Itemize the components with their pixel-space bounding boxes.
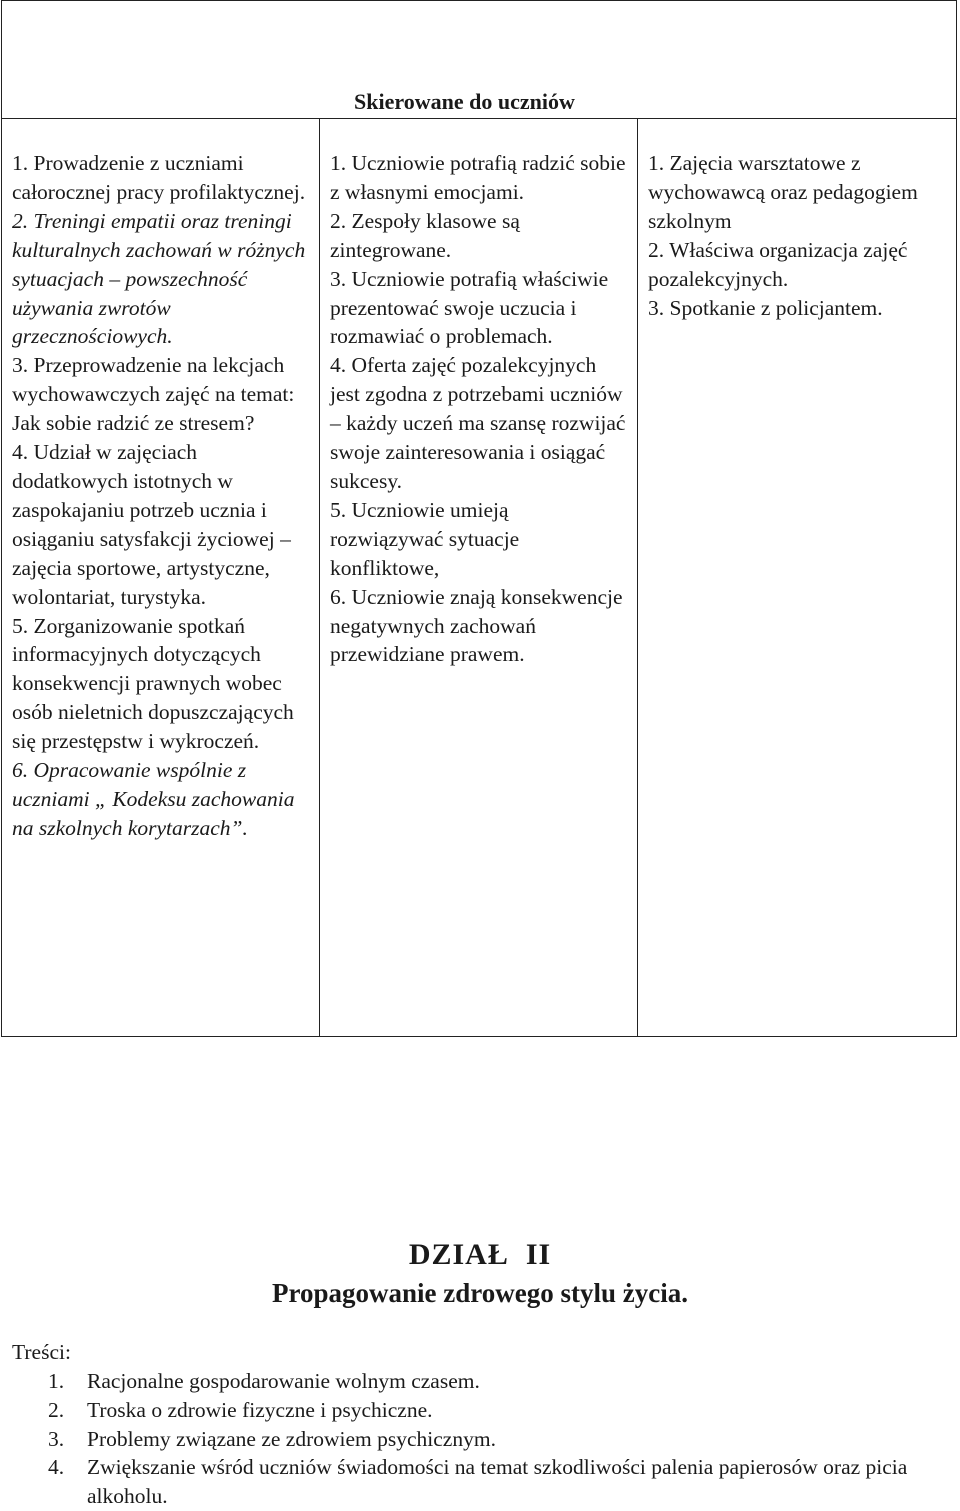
result-item: 3. Uczniowie potrafią właściwie prezentować swoje uczucia i rozmawiać o problemach. xyxy=(330,266,609,349)
list-item xyxy=(48,1396,948,1425)
form-item: 3. Spotkanie z policjantem. xyxy=(648,295,883,320)
list-item xyxy=(48,1453,948,1511)
list-text: Problemy związane ze zdrowiem psychicznym. xyxy=(87,1426,496,1451)
list-text: Zwiększanie wśród uczniów świadomości na temat szkodliwości palenia papierosów oraz picia alkoholu. xyxy=(87,1455,908,1509)
header-cell xyxy=(1,0,957,118)
contents-list xyxy=(48,1367,948,1511)
list-number: 2. xyxy=(48,1397,65,1422)
form-item: 2. Właściwa organizacja zajęć pozalekcyjnych. xyxy=(648,237,908,291)
task-item: 1. Prowadzenie z uczniami całorocznej pracy profilaktycznej. xyxy=(12,151,306,204)
tasks-column xyxy=(2,119,320,1036)
list-number: 3. xyxy=(48,1426,65,1451)
section-title: DZIAŁ II xyxy=(408,1238,552,1271)
list-number: 1. xyxy=(48,1369,65,1393)
list-item xyxy=(48,1367,948,1396)
task-item: 2. Treningi empatii oraz treningi kulturalnych zachowań w różnych sytuacjach – powszechność używania zwrotów grzecznościowych. xyxy=(12,208,306,349)
contents-label: Treści: xyxy=(12,1340,71,1364)
task-item: 6. Opracowanie wspólnie z uczniami „ Kodeksu zachowania na szkolnych korytarzach”. xyxy=(12,758,295,840)
form-item: 1. Zajęcia warsztatowe z wychowawcą oraz pedagogiem szkolnym xyxy=(648,151,918,233)
result-item: 5. Uczniowie umieją rozwiązywać sytuacje konfliktowe, xyxy=(330,497,520,580)
results-column xyxy=(320,119,638,1036)
task-item: 5. Zorganizowanie spotkań informacyjnych dotyczących konsekwencji prawnych wobec osób nieletnich dopuszczających się przestępstw i wykroczeń. xyxy=(12,613,294,754)
result-item: 6. Uczniowie znają konsekwencje negatywnych zachowań przewidziane prawem. xyxy=(330,584,623,667)
column-heading: Skierowane do uczniów xyxy=(354,89,575,114)
content-table xyxy=(1,118,957,1037)
forms-column xyxy=(638,119,956,1036)
result-item: 2. Zespoły klasowe są zintegrowane. xyxy=(330,208,520,262)
task-item: 3. Przeprowadzenie na lekcjach wychowawczych zajęć na temat: Jak sobie radzić ze stresem? xyxy=(12,353,295,436)
task-item: 4. Udział w zajęciach dodatkowych istotnych w zaspokajaniu potrzeb ucznia i osiąganiu satysfakcji życiowej – zajęcia sportowe, artystyczne, wolontariat, turystyka. xyxy=(12,440,291,609)
result-item: 1. Uczniowie potrafią radzić sobie z własnymi emocjami. xyxy=(330,151,626,204)
list-text: Racjonalne gospodarowanie wolnym czasem. xyxy=(87,1369,480,1393)
list-text: Troska o zdrowie fizyczne i psychiczne. xyxy=(87,1397,433,1422)
result-item: 4. Oferta zajęć pozalekcyjnych jest zgodna z potrzebami uczniów – każdy uczeń ma szansę rozwijać swoje zainteresowania i osiągać sukcesy. xyxy=(330,353,626,493)
list-item xyxy=(48,1425,948,1454)
list-number: 4. xyxy=(48,1455,65,1480)
section-subtitle: Propagowanie zdrowego stylu życia. xyxy=(272,1278,688,1308)
